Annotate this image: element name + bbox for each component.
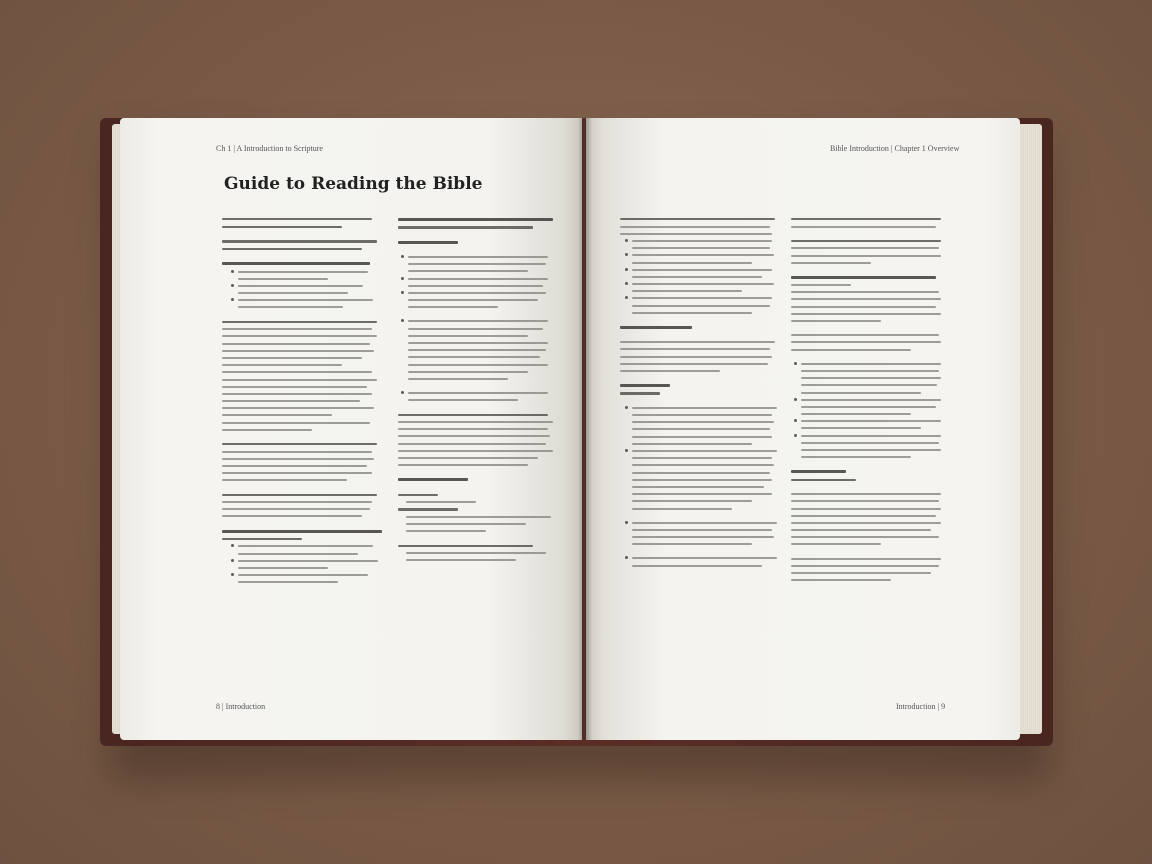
page-title: Guide to Reading the Bible: [224, 174, 483, 194]
right-page: [586, 118, 1020, 740]
left-column-2: [398, 218, 558, 566]
book-gutter: [578, 118, 592, 740]
left-folio: 8 | Introduction: [216, 702, 266, 711]
right-folio: Introduction | 9: [896, 702, 946, 711]
left-column-1: [222, 218, 382, 589]
right-column-2: [791, 218, 951, 586]
left-page: [120, 118, 582, 740]
right-column-1: [620, 218, 780, 572]
left-running-head: Ch 1 | A Introduction to Scripture: [216, 144, 323, 153]
right-running-head: Bible Introduction | Chapter 1 Overview: [830, 144, 960, 153]
